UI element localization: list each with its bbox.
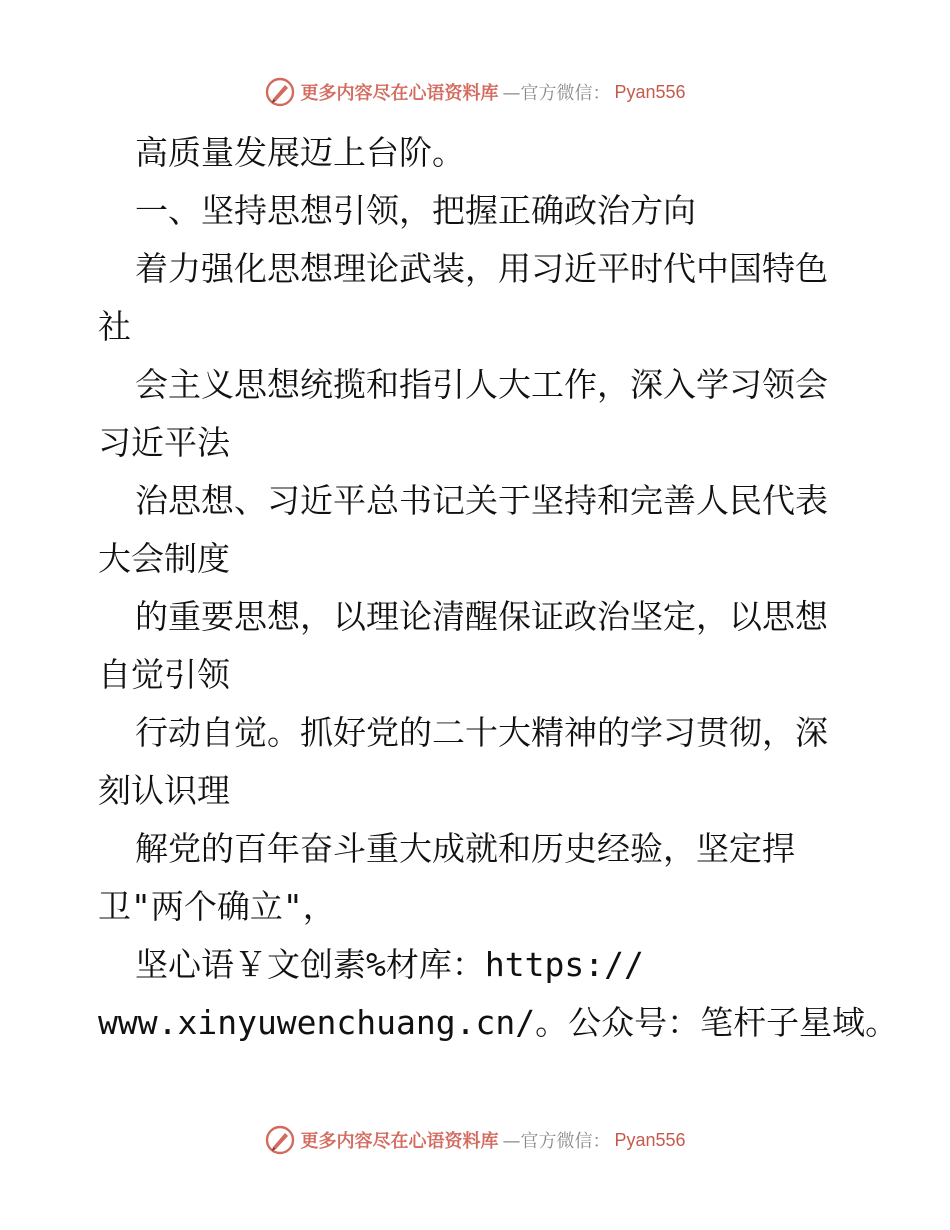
header-brand	[264, 76, 685, 108]
footer-brand-text: 更多内容尽在心语资料库	[300, 1131, 499, 1152]
footer-brand-sub: —官方微信：	[502, 1131, 611, 1152]
text-line: 社	[98, 307, 131, 346]
footer-brand	[264, 1124, 685, 1156]
text-line: 自觉引领	[98, 655, 230, 694]
pen-logo-icon	[264, 1124, 296, 1156]
text-line: 坚心语￥文创素%材库：https://	[135, 945, 644, 984]
text-line: www.xinyuwenchuang.cn/。公众号：笔杆子星域。	[98, 1003, 899, 1042]
section-heading: 一、坚持思想引领，把握正确政治方向	[135, 191, 696, 230]
text-line: 高质量发展迈上台阶。	[135, 133, 465, 172]
text-line: 解党的百年奋斗重大成就和历史经验，坚定捍	[135, 829, 795, 868]
text-line: 会主义思想统揽和指引人大工作，深入学习领会	[135, 365, 828, 404]
text-line: 刻认识理	[98, 771, 230, 810]
text-line: 行动自觉。抓好党的二十大精神的学习贯彻，深	[135, 713, 828, 752]
text-line: 习近平法	[98, 423, 230, 462]
text-line: 治思想、习近平总书记关于坚持和完善人民代表	[135, 481, 828, 520]
page-footer	[0, 1120, 950, 1160]
header-brand-sub: —官方微信：	[502, 83, 611, 104]
pen-logo-icon	[264, 76, 296, 108]
header-brand-text: 更多内容尽在心语资料库	[300, 83, 499, 104]
text-line: 卫"两个确立"，	[98, 887, 336, 926]
footer-brand-id: Pyan556	[614, 1129, 686, 1150]
header-brand-id: Pyan556	[614, 81, 686, 102]
text-line: 的重要思想，以理论清醒保证政治坚定，以思想	[135, 597, 828, 636]
text-line: 着力强化思想理论武装，用习近平时代中国特色	[135, 249, 828, 288]
text-line: 大会制度	[98, 539, 230, 578]
document-body	[98, 124, 899, 1052]
page-header	[0, 72, 950, 112]
